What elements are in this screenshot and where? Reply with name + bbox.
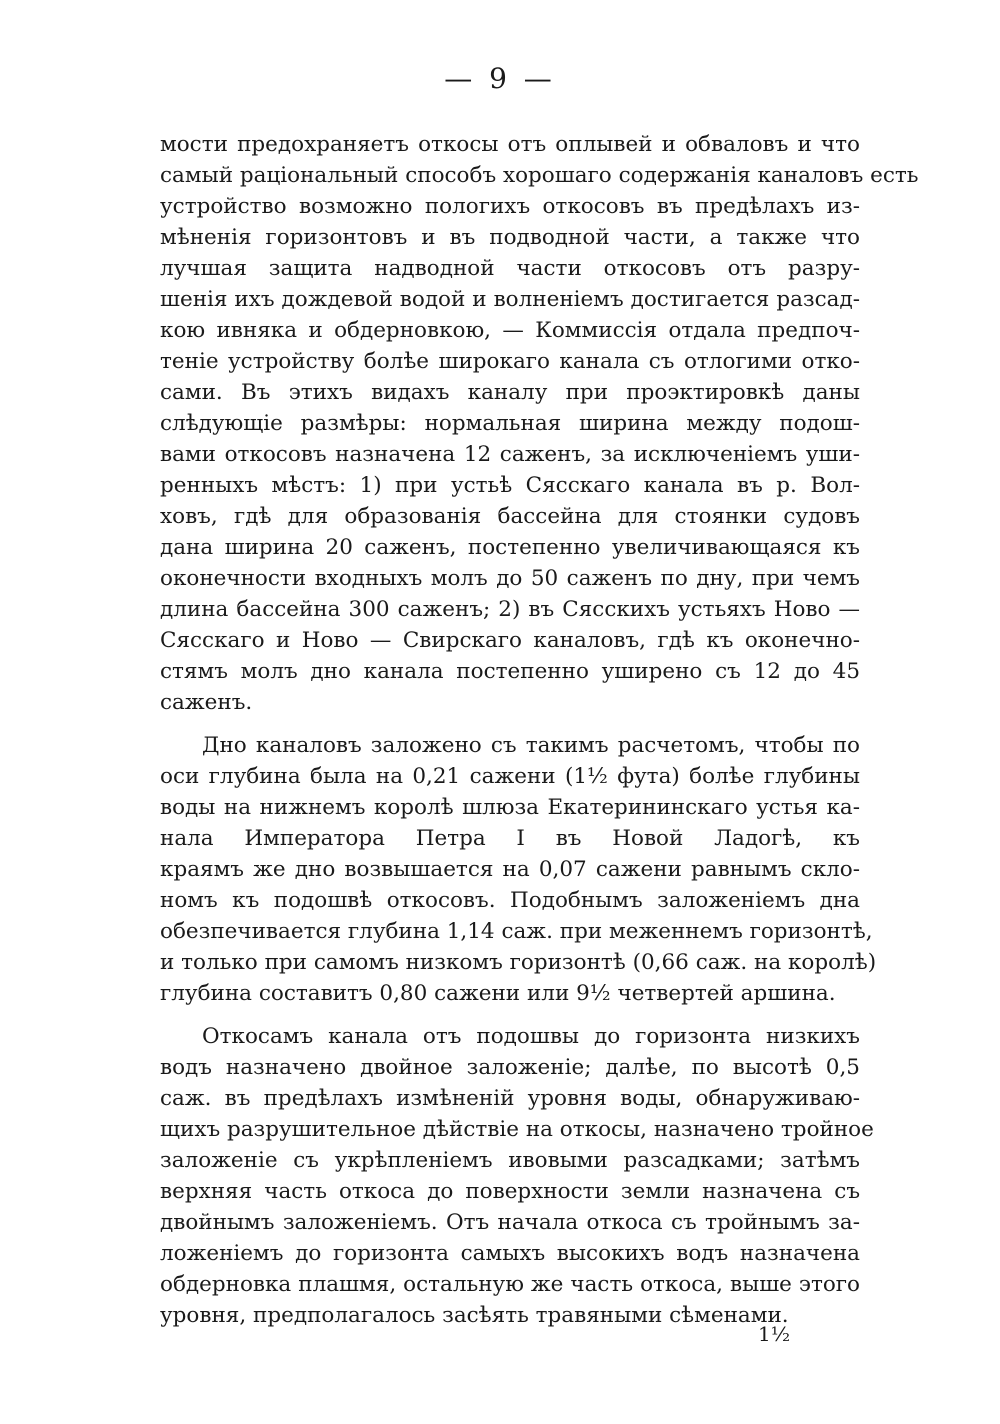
text-line: саженъ. [160, 690, 253, 715]
paragraph [160, 129, 919, 718]
text-line: устройство возможно пологихъ откосовъ въ предѣлахъ из- [160, 194, 860, 219]
text-line: сами. Въ этихъ видахъ каналу при проэктировкѣ даны [160, 380, 860, 405]
text-line: ренныхъ мѣстъ: 1) при устьѣ Сясскаго канала въ р. Вол- [160, 473, 860, 498]
text-line: глубина составитъ 0,80 сажени или 9½ четвертей аршина. [160, 981, 836, 1006]
text-line: мости предохраняетъ откосы отъ оплывей и обваловъ и что [160, 132, 860, 157]
text-line: оконечности входныхъ молъ до 50 саженъ по дну, при чемъ [160, 566, 860, 591]
text-line: Дно каналовъ заложено съ такимъ расчетомъ, чтобы по [202, 733, 860, 758]
text-line: оси глубина была на 0,21 сажени (1½ фута) болѣе глубины [160, 764, 860, 789]
text-line: номъ къ подошвѣ откосовъ. Подобнымъ заложеніемъ дна [160, 888, 860, 913]
text-line: ховъ, гдѣ для образованія бассейна для стоянки судовъ [160, 504, 860, 529]
text-line: шенія ихъ дождевой водой и волненіемъ достигается разсад- [160, 287, 860, 312]
paragraph-gap [160, 1009, 860, 1021]
text-line: нала Императора Петра I въ Новой Ладогѣ, къ [160, 826, 860, 851]
text-line: мѣненія горизонтовъ и въ подводной части, а также что [160, 225, 860, 250]
text-line: щихъ разрушительное дѣйствіе на откосы, назначено тройное [160, 1117, 874, 1142]
text-line: двойнымъ заложеніемъ. Отъ начала откоса съ тройнымъ за- [160, 1210, 860, 1235]
text-line: водъ назначено двойное заложеніе; далѣе, по высотѣ 0,5 [160, 1055, 860, 1080]
text-line: верхняя часть откоса до поверхности земли назначена съ [160, 1179, 860, 1204]
text-line: стямъ молъ дно канала постепенно уширено съ 12 до 45 [160, 659, 860, 684]
text-line: Откосамъ канала отъ подошвы до горизонта низкихъ [202, 1024, 860, 1049]
text-line: заложеніе съ укрѣпленіемъ ивовыми разсадками; затѣмъ [160, 1148, 860, 1173]
text-line: Сясскаго и Ново — Свирскаго каналовъ, гдѣ къ оконечно- [160, 628, 860, 653]
text-line: дана ширина 20 саженъ, постепенно увеличивающаяся къ [160, 535, 860, 560]
text-line: кою ивняка и обдерновкою, — Коммиссія отдала предпоч- [160, 318, 860, 343]
text-line: лучшая защита надводной части откосовъ отъ разру- [160, 256, 860, 281]
text-line: ложеніемъ до горизонта самыхъ высокихъ водъ назначена [160, 1241, 860, 1266]
text-line: уровня, предполагалось засѣять травяными сѣменами. [160, 1303, 789, 1328]
text-line: обезпечивается глубина 1,14 саж. при меженнемъ горизонтѣ, [160, 919, 873, 944]
text-line: вами откосовъ назначена 12 саженъ, за исключеніемъ уши- [160, 442, 860, 467]
text-line: теніе устройству болѣе широкаго канала съ отлогими отко- [160, 349, 860, 374]
text-line: слѣдующіе размѣры: нормальная ширина между подош- [160, 411, 860, 436]
text-line: обдерновка плашмя, остальную же часть откоса, выше этого [160, 1272, 860, 1297]
text-line: самый раціональный способъ хорошаго содержанія каналовъ есть [160, 163, 919, 188]
body-text [160, 129, 919, 1331]
text-line: краямъ же дно возвышается на 0,07 сажени равнымъ скло- [160, 857, 860, 882]
paragraph [160, 1021, 874, 1331]
page-number: — 9 — [444, 62, 556, 95]
text-line: и только при самомъ низкомъ горизонтѣ (0,66 саж. на королѣ) [160, 950, 877, 975]
text-line: длина бассейна 300 саженъ; 2) въ Сясскихъ устьяхъ Ново — [160, 597, 860, 622]
text-line: саж. въ предѣлахъ измѣненій уровня воды, обнаруживаю- [160, 1086, 860, 1111]
text-line: воды на нижнемъ королѣ шлюза Екатерининскаго устья ка- [160, 795, 860, 820]
paragraph [160, 730, 877, 1009]
signature-mark: 1½ [758, 1322, 791, 1346]
paragraph-gap [160, 718, 860, 730]
